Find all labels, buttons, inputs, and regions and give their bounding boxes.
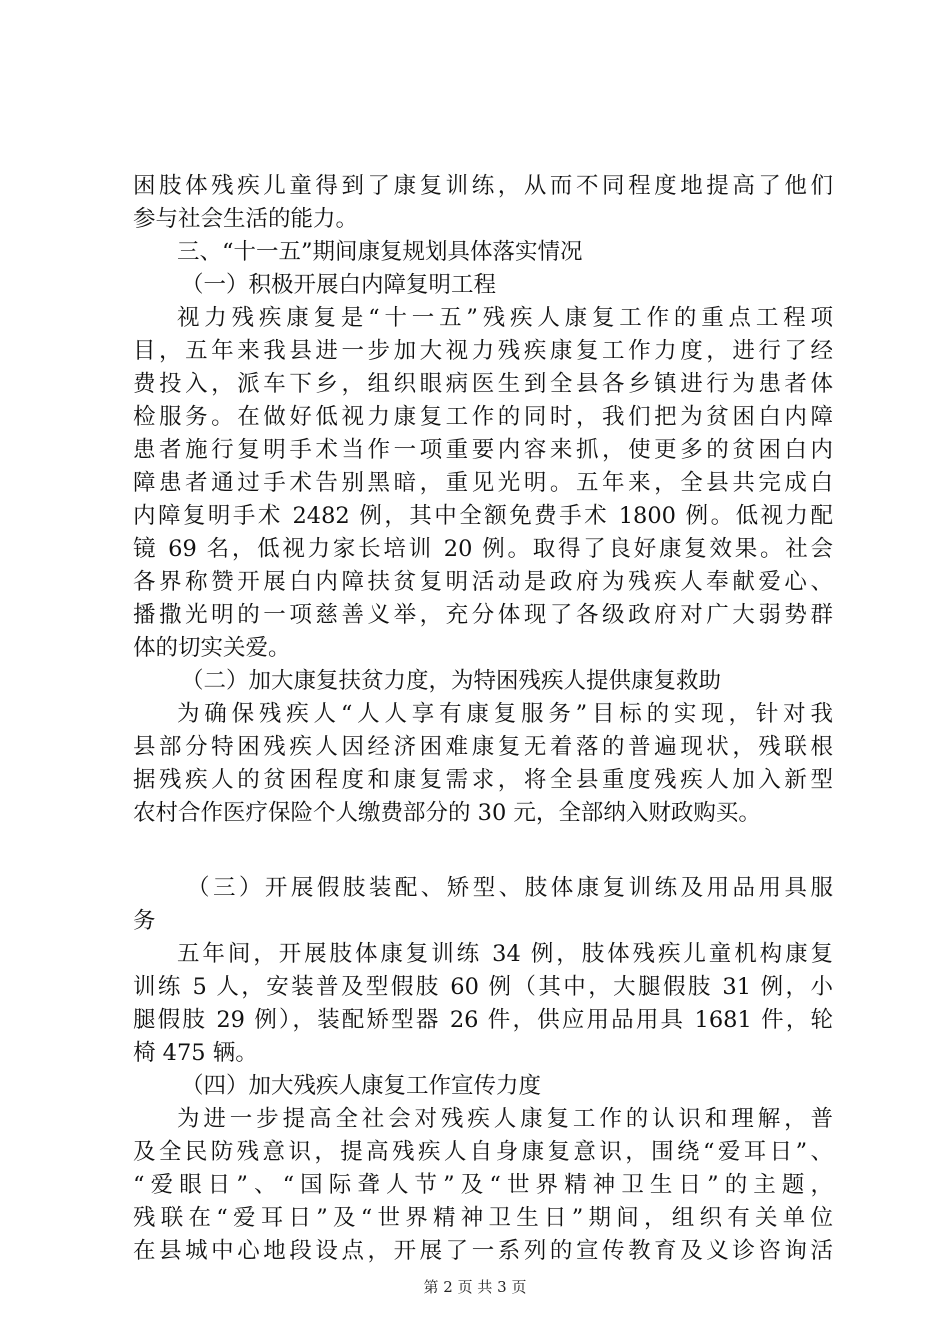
paragraph-line: 各界称赞开展白内障扶贫复明活动是政府为残疾人奉献爱心、 xyxy=(133,569,833,595)
paragraph-line: 体的切实关爱。 xyxy=(133,635,291,661)
subsection-heading-continuation: 务 xyxy=(133,908,156,934)
document-body xyxy=(133,170,833,1268)
paragraph-line: 镜 69 名，低视力家长培训 20 例。取得了良好康复效果。社会 xyxy=(133,536,833,562)
paragraph-line: 障患者通过手术告别黑暗，重见光明。五年来，全县共完成白 xyxy=(133,470,833,496)
paragraph-line: 残联在“爱耳日”及“世界精神卫生日”期间，组织有关单位 xyxy=(133,1205,833,1231)
paragraph-line: 腿假肢 29 例），装配矫型器 26 件，供应用品用具 1681 件，轮 xyxy=(133,1007,833,1033)
paragraph-line: 五年间，开展肢体康复训练 34 例，肢体残疾儿童机构康复 xyxy=(177,941,833,967)
paragraph-line: 为确保残疾人“人人享有康复服务”目标的实现，针对我 xyxy=(177,701,833,727)
section-heading: 三、“十一五”期间康复规划具体落实情况 xyxy=(177,239,583,265)
subsection-heading: （三）开展假肢装配、矫型、肢体康复训练及用品用具服 xyxy=(187,875,833,901)
paragraph-line: 检服务。在做好低视力康复工作的同时，我们把为贫困白内障 xyxy=(133,404,833,430)
paragraph-line: 据残疾人的贫困程度和康复需求，将全县重度残疾人加入新型 xyxy=(133,767,833,793)
subsection-heading: （一）积极开展白内障复明工程 xyxy=(181,272,497,298)
paragraph-line: 训练 5 人，安装普及型假肢 60 例（其中，大腿假肢 31 例，小 xyxy=(133,974,833,1000)
paragraph-line: 困肢体残疾儿童得到了康复训练，从而不同程度地提高了他们 xyxy=(133,173,833,199)
paragraph-line: 参与社会生活的能力。 xyxy=(133,206,359,232)
paragraph-line: 在县城中心地段设点，开展了一系列的宣传教育及义诊咨询活 xyxy=(133,1238,833,1264)
paragraph-line: 农村合作医疗保险个人缴费部分的 30 元，全部纳入财政购买。 xyxy=(133,800,761,826)
paragraph-line: “爱眼日”、“国际聋人节”及“世界精神卫生日”的主题， xyxy=(133,1172,833,1198)
subsection-heading: （四）加大残疾人康复工作宣传力度 xyxy=(181,1073,542,1099)
paragraph-gap xyxy=(133,830,833,872)
paragraph-line: 县部分特困残疾人因经济困难康复无着落的普遍现状，残联根 xyxy=(133,734,833,760)
paragraph-line: 椅 475 辆。 xyxy=(133,1040,258,1066)
paragraph-line: 及全民防残意识，提高残疾人自身康复意识，围绕“爱耳日”、 xyxy=(133,1139,833,1165)
paragraph-line: 目，五年来我县进一步加大视力残疾康复工作力度，进行了经 xyxy=(133,338,833,364)
paragraph-line: 播撒光明的一项慈善义举，充分体现了各级政府对广大弱势群 xyxy=(133,602,833,628)
paragraph-line: 内障复明手术 2482 例，其中全额免费手术 1800 例。低视力配 xyxy=(133,503,833,529)
subsection-heading: （二）加大康复扶贫力度，为特困残疾人提供康复救助 xyxy=(181,668,722,694)
paragraph-line: 视力残疾康复是“十一五”残疾人康复工作的重点工程项 xyxy=(177,305,833,331)
paragraph-line: 患者施行复明手术当作一项重要内容来抓，使更多的贫困白内 xyxy=(133,437,833,463)
paragraph-line: 费投入，派车下乡，组织眼病医生到全县各乡镇进行为患者体 xyxy=(133,371,833,397)
page-number-footer: 第 2 页 共 3 页 xyxy=(423,1278,527,1296)
paragraph-line: 为进一步提高全社会对残疾人康复工作的认识和理解，普 xyxy=(177,1106,833,1132)
